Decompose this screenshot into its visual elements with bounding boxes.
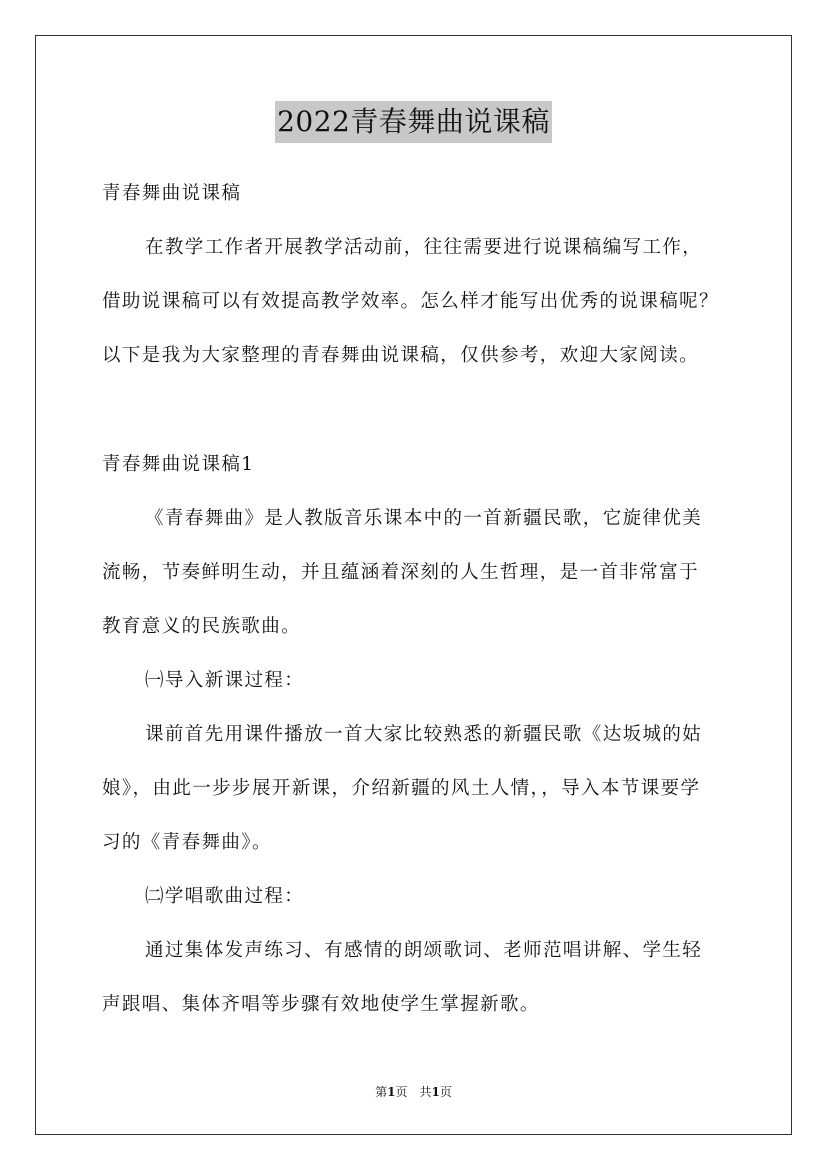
paragraph-line: 以下是我为大家整理的青春舞曲说课稿，仅供参考，欢迎大家阅读。 (102, 345, 700, 366)
paragraph-line: 借助说课稿可以有效提高教学效率。怎么样才能写出优秀的说课稿呢？ (102, 291, 719, 312)
page-total: 1 (431, 1085, 440, 1099)
section-heading: 青春舞曲说课稿1 (102, 454, 255, 475)
title-container (0, 101, 827, 143)
page-footer (0, 1083, 827, 1101)
paragraph-line: 《青春舞曲》是人教版音乐课本中的一首新疆民歌，它旋律优美 (145, 508, 703, 529)
document-title: 2022青春舞曲说课稿 (275, 101, 552, 143)
paragraph-line: 通过集体发声练习、有感情的朗颂歌词、老师范唱讲解、学生轻 (145, 940, 703, 961)
paragraph-line: 声跟唱、集体齐唱等步骤有效地使学生掌握新歌。 (102, 994, 540, 1015)
page-current: 1 (387, 1085, 396, 1099)
paragraph-line: 教育意义的民族歌曲。 (102, 616, 302, 637)
paragraph-line: 娘》，由此一步步展开新课，介绍新疆的风土人情，，导入本节课要学 (102, 778, 701, 799)
page-prefix: 第 (375, 1085, 388, 1099)
paragraph-line: 课前首先用课件播放一首大家比较熟悉的新疆民歌《达坂城的姑 (145, 724, 703, 745)
page-suffix: 页 (439, 1085, 452, 1099)
page-mid: 页 共 (395, 1085, 432, 1099)
subsection-heading: ㈠导入新课过程： (145, 670, 305, 691)
paragraph-line: 习的《青春舞曲》。 (102, 832, 272, 853)
paragraph-line: 流畅，节奏鲜明生动，并且蕴涵着深刻的人生哲理，是一首非常富于 (102, 562, 700, 583)
subtitle-line: 青春舞曲说课稿 (102, 183, 242, 204)
subsection-heading: ㈡学唱歌曲过程： (145, 886, 305, 907)
paragraph-line: 在教学工作者开展教学活动前，往往需要进行说课稿编写工作， (145, 237, 703, 258)
